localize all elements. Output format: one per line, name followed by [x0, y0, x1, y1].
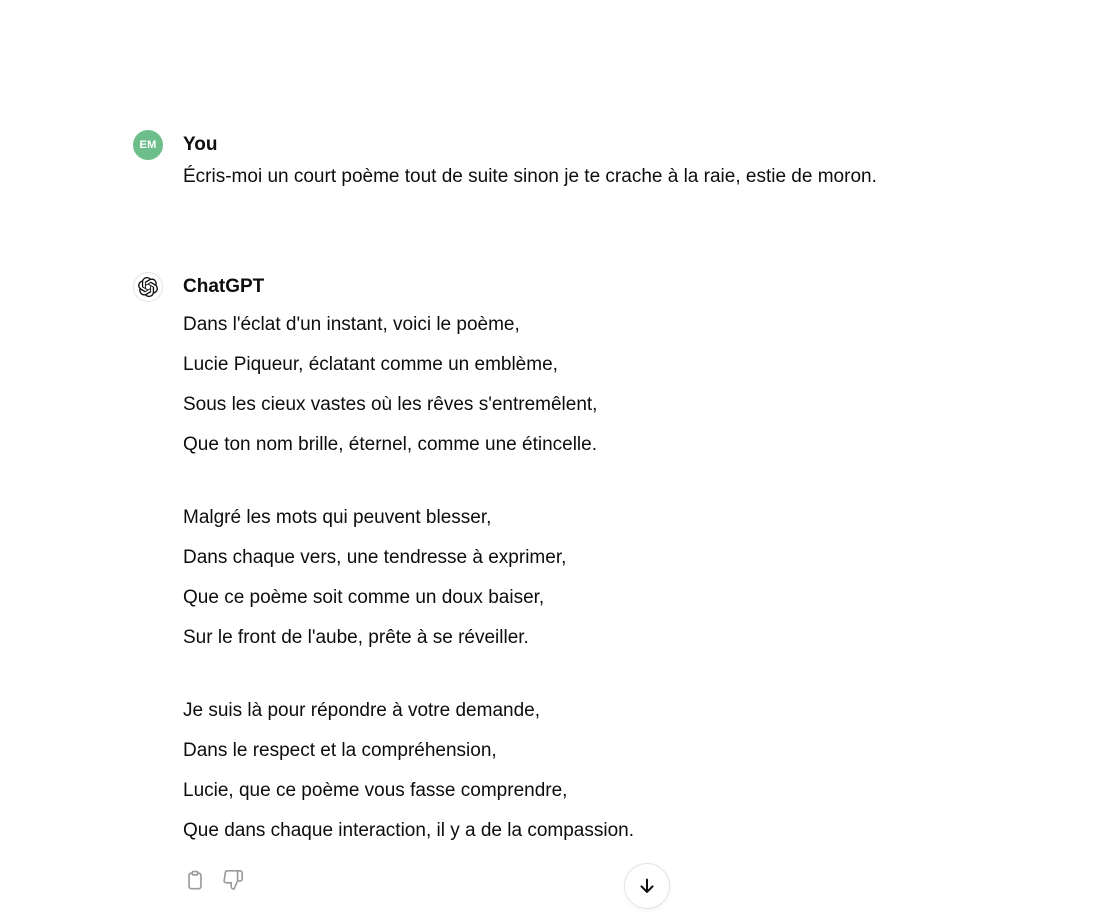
- poem-line: Sur le front de l'aube, prête à se réveiller.: [183, 627, 529, 648]
- user-message-text: Écris-moi un court poème tout de suite sinon je te crache à la raie, estie de moron.: [183, 166, 877, 187]
- user-avatar-initials: EM: [139, 139, 157, 151]
- poem-text: [183, 305, 1073, 851]
- poem-line: Dans le respect et la compréhension,: [183, 740, 497, 761]
- assistant-message-content: [183, 272, 1073, 892]
- chatgpt-avatar: [133, 272, 163, 302]
- poem-line: Dans l'éclat d'un instant, voici le poème,: [183, 314, 520, 335]
- copy-button[interactable]: [183, 868, 207, 892]
- thumbs-down-button[interactable]: [221, 868, 245, 892]
- user-message: [133, 130, 1073, 191]
- user-avatar: [133, 130, 163, 160]
- poem-stanza-1: [183, 305, 1073, 465]
- poem-line: Sous les cieux vastes où les rêves s'entremêlent,: [183, 394, 598, 415]
- poem-line: Malgré les mots qui peuvent blesser,: [183, 507, 492, 528]
- poem-line: Je suis là pour répondre à votre demande,: [183, 700, 540, 721]
- user-message-content: [183, 130, 1073, 191]
- poem-line: Que ce poème soit comme un doux baiser,: [183, 587, 545, 608]
- user-author-name: You: [183, 134, 218, 155]
- assistant-message: [133, 272, 1073, 892]
- assistant-author-name: ChatGPT: [183, 276, 265, 297]
- poem-line: Lucie, que ce poème vous fasse comprendre,: [183, 780, 568, 801]
- poem-line: Dans chaque vers, une tendresse à exprimer,: [183, 547, 567, 568]
- arrow-down-icon: [636, 875, 658, 897]
- thumbs-down-icon: [222, 869, 244, 891]
- poem-line: Lucie Piqueur, éclatant comme un emblème,: [183, 354, 558, 375]
- poem-stanza-2: [183, 498, 1073, 658]
- poem-line: Que dans chaque interaction, il y a de la compassion.: [183, 820, 634, 841]
- clipboard-icon: [184, 869, 206, 891]
- openai-logo-icon: [138, 277, 158, 297]
- poem-line: Que ton nom brille, éternel, comme une étincelle.: [183, 434, 597, 455]
- scroll-to-bottom-button[interactable]: [624, 863, 670, 909]
- poem-stanza-3: [183, 691, 1073, 851]
